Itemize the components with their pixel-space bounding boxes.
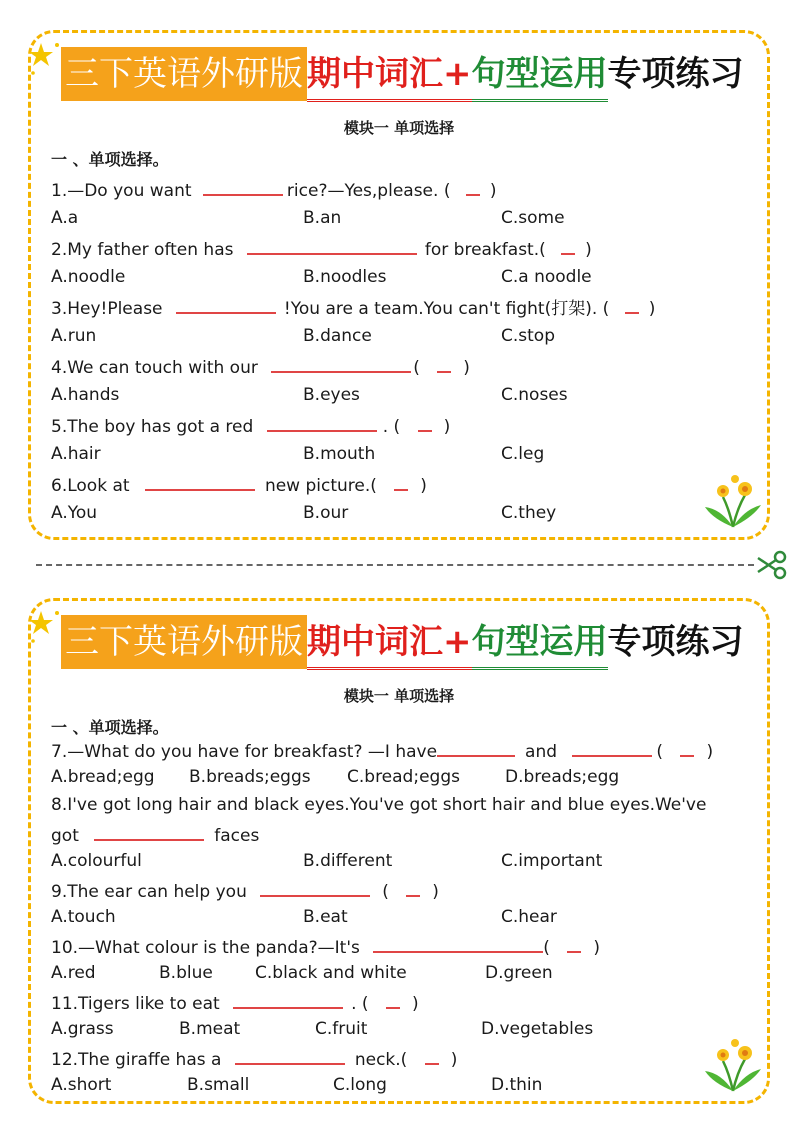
answer-blank[interactable]	[233, 989, 343, 1009]
header-part-1: 三下英语外研版	[61, 615, 307, 669]
choice-blank[interactable]	[425, 1047, 439, 1065]
option: B.dance	[303, 326, 372, 346]
option: D.vegetables	[481, 1019, 594, 1039]
option: B.eat	[303, 907, 348, 927]
answer-blank[interactable]	[145, 471, 255, 491]
option: A.short	[51, 1075, 112, 1095]
choice-blank[interactable]	[680, 739, 694, 757]
option: B.small	[187, 1075, 250, 1095]
scissors-icon	[756, 550, 788, 580]
question-1: 1.—Do you want rice?—Yes,please. ( )	[51, 176, 497, 200]
header-part-1: 三下英语外研版	[61, 47, 307, 101]
option: C.hear	[501, 907, 557, 927]
header-part-2: 期中词汇+	[307, 615, 472, 670]
answer-blank[interactable]	[247, 235, 417, 255]
answer-blank[interactable]	[271, 353, 411, 373]
option: C.noses	[501, 385, 568, 405]
answer-blank[interactable]	[260, 877, 370, 897]
section-title: 一 、单项选择。	[51, 150, 169, 169]
option: C.some	[501, 208, 565, 228]
question-12: 12.The giraffe has a neck.( )	[51, 1045, 457, 1069]
option: A.red	[51, 963, 96, 983]
header-part-3: 句型运用	[472, 615, 608, 670]
choice-blank[interactable]	[406, 879, 420, 897]
option: C.black and white	[255, 963, 407, 983]
choice-blank[interactable]	[394, 473, 408, 491]
header-part-2: 期中词汇+	[307, 47, 472, 102]
answer-blank[interactable]	[94, 821, 204, 841]
option: A.touch	[51, 907, 116, 927]
option: A.run	[51, 326, 97, 346]
option: B.different	[303, 851, 393, 871]
question-10: 10.—What colour is the panda?—It's ( )	[51, 933, 600, 957]
module-title: 模块一 单项选择	[343, 687, 455, 705]
option: B.noodles	[303, 267, 387, 287]
option: B.meat	[179, 1019, 241, 1039]
header-part-4: 专项练习	[607, 622, 744, 662]
choice-blank[interactable]	[625, 296, 639, 314]
option: A.bread;egg	[51, 767, 155, 787]
choice-blank[interactable]	[437, 355, 451, 373]
option: A.You	[51, 503, 98, 523]
option: C.a noodle	[501, 267, 592, 287]
option: B.eyes	[303, 385, 360, 405]
choice-blank[interactable]	[386, 991, 400, 1009]
worksheet-card-1	[28, 30, 770, 540]
question-8-cont: got faces	[51, 821, 259, 845]
option: A.noodle	[51, 267, 126, 287]
option: C.bread;eggs	[347, 767, 460, 787]
cut-line	[36, 564, 754, 566]
option: A.hands	[51, 385, 120, 405]
option: C.important	[501, 851, 603, 871]
question-5: 5.The boy has got a red . ( )	[51, 412, 450, 436]
worksheet-card-2	[28, 598, 770, 1104]
answer-blank[interactable]	[267, 412, 377, 432]
option: B.an	[303, 208, 342, 228]
answer-blank[interactable]	[373, 933, 543, 953]
question-6: 6.Look at new picture.( )	[51, 471, 427, 495]
flower-icon	[703, 473, 763, 529]
question-8: 8.I've got long hair and black eyes.You've got short hair and blue eyes.We've	[51, 795, 707, 815]
option: C.stop	[501, 326, 555, 346]
module-title: 模块一 单项选择	[343, 119, 455, 137]
option: C.leg	[501, 444, 545, 464]
section-title: 一 、单项选择。	[51, 718, 169, 737]
option: A.grass	[51, 1019, 114, 1039]
answer-blank[interactable]	[235, 1045, 345, 1065]
option: B.blue	[159, 963, 213, 983]
option: C.they	[501, 503, 557, 523]
header-part-3: 句型运用	[472, 47, 608, 102]
answer-blank[interactable]	[572, 737, 652, 757]
question-7: 7.—What do you have for breakfast? —I have and ( )	[51, 737, 713, 761]
option: D.breads;egg	[505, 767, 620, 787]
header-part-4: 专项练习	[607, 54, 744, 94]
option: C.long	[333, 1075, 387, 1095]
question-3: 3.Hey!Please !You are a team.You can't fight(打架). ( )	[51, 294, 655, 318]
option: B.mouth	[303, 444, 376, 464]
worksheet-header	[61, 47, 744, 101]
answer-blank[interactable]	[203, 176, 283, 196]
flower-icon	[703, 1037, 763, 1093]
question-2: 2.My father often has for breakfast.( )	[51, 235, 592, 259]
option: A.a	[51, 208, 79, 228]
option: D.green	[485, 963, 553, 983]
question-4: 4.We can touch with our ( )	[51, 353, 470, 377]
choice-blank[interactable]	[567, 935, 581, 953]
option: D.thin	[491, 1075, 543, 1095]
answer-blank[interactable]	[176, 294, 276, 314]
answer-blank[interactable]	[437, 737, 515, 757]
option: A.hair	[51, 444, 101, 464]
option: A.colourful	[51, 851, 142, 871]
option: B.our	[303, 503, 349, 523]
choice-blank[interactable]	[466, 178, 480, 196]
worksheet-header	[61, 615, 744, 669]
question-11: 11.Tigers like to eat . ( )	[51, 989, 419, 1013]
choice-blank[interactable]	[418, 414, 432, 432]
option: B.breads;eggs	[189, 767, 311, 787]
choice-blank[interactable]	[561, 237, 575, 255]
option: C.fruit	[315, 1019, 368, 1039]
question-9: 9.The ear can help you ( )	[51, 877, 439, 901]
